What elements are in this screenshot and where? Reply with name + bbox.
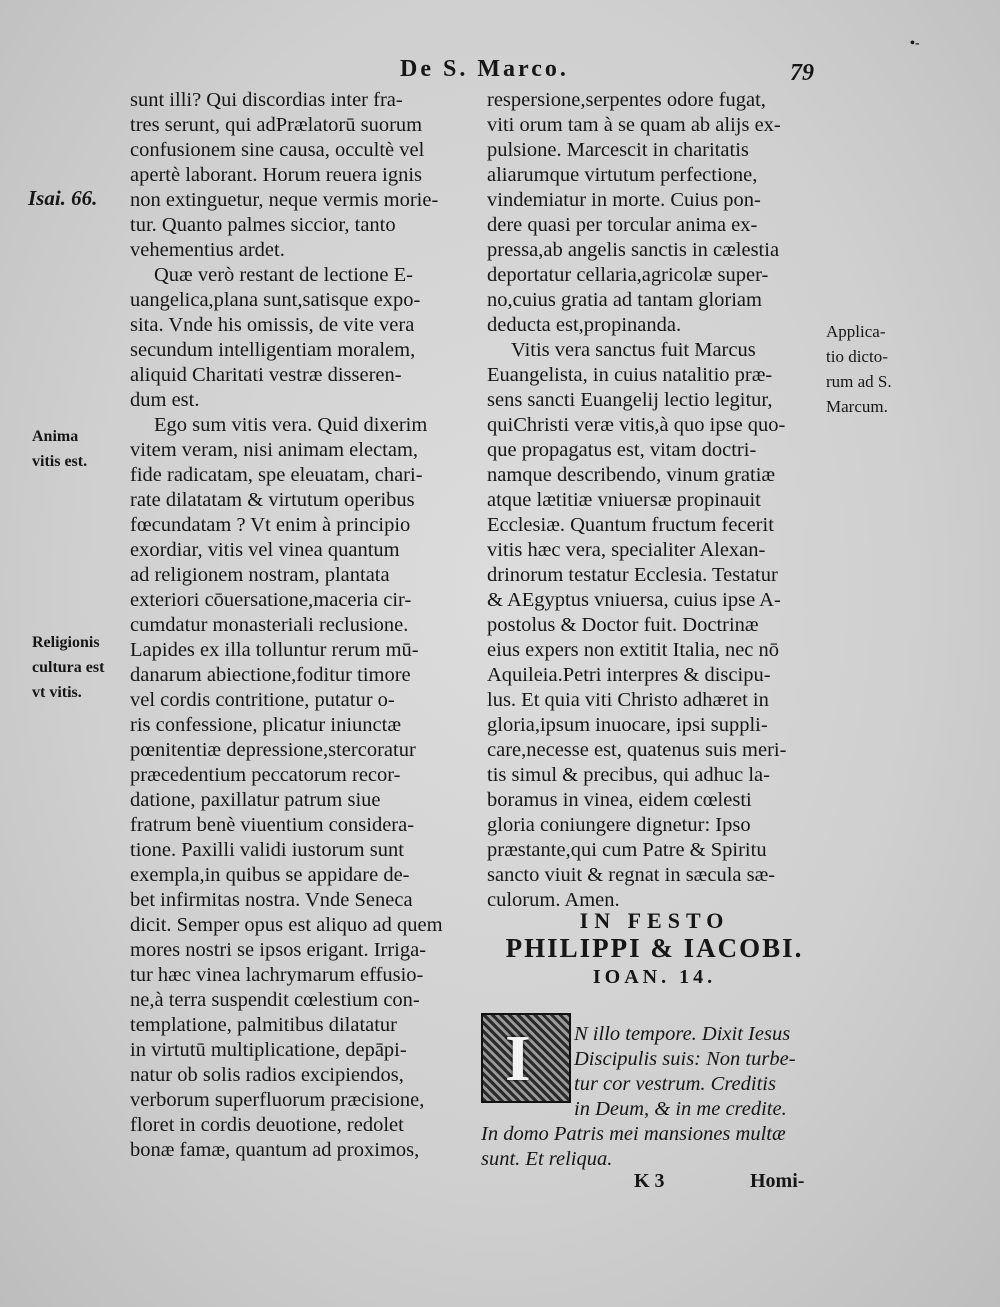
text-line: Ecclesiæ. Quantum fructum fecerit [487, 514, 774, 536]
text-line: boramus in vinea, eidem cœlesti [487, 789, 752, 811]
margin-note-isai: Isai. 66. [28, 186, 98, 210]
text-line: mores nostri se ipsos erigant. Irriga- [130, 939, 427, 961]
margin-note-line: cultura est [32, 659, 105, 676]
text-line: danarum abiectione,foditur timore [130, 664, 411, 686]
signature-mark: K 3 [634, 1170, 665, 1192]
text-line: fœcundatam ? Vt enim à principio [130, 514, 411, 536]
margin-note-anima [32, 427, 87, 477]
text-line: dicit. Semper opus est aliquo ad quem [130, 914, 443, 936]
text-line: aliquid Charitati vestræ disseren- [130, 364, 402, 386]
feast-gospel-reference: IOAN. 14. [592, 966, 717, 988]
text-line: secundum intelligentiam moralem, [130, 339, 416, 361]
feast-title-line-1: IN FESTO [579, 908, 730, 933]
margin-note-religionis [32, 633, 104, 708]
text-line: vitis hæc vera, specialiter Alexan- [487, 539, 766, 561]
text-line: care,necesse est, quatenus suis meri- [487, 739, 787, 761]
text-line: ne,à terra suspendit cœlestium con- [130, 989, 420, 1011]
catchword: Homi- [750, 1170, 805, 1192]
gospel-line: sunt. Et reliqua. [481, 1148, 613, 1170]
text-line: deportatur cellaria,agricolæ super- [487, 264, 769, 286]
text-line: bet infirmitas nostra. Vnde Seneca [130, 889, 413, 911]
text-line: ad religionem nostram, plantata [130, 564, 390, 586]
text-line: Vitis vera sanctus fuit Marcus [511, 339, 756, 361]
gospel-line: N illo tempore. Dixit Iesus [574, 1023, 791, 1045]
text-line: exempla,in quibus se appidare de- [130, 864, 410, 886]
text-line: apertè laborant. Horum reuera ignis [130, 164, 423, 186]
text-line: sunt illi? Qui discordias inter fra- [130, 89, 403, 111]
gospel-text-full-width [481, 1122, 826, 1172]
text-line: præcedentium peccatorum recor- [130, 764, 401, 786]
text-line: pœnitentiæ depressione,stercoratur [130, 739, 416, 761]
margin-note-line: Anima [32, 428, 79, 445]
text-line: tur. Quanto palmes siccior, tanto [130, 214, 396, 236]
text-line: culorum. Amen. [487, 889, 620, 911]
text-line: confusionem sine causa, occultè vel [130, 139, 425, 161]
text-line: floret in cordis deuotione, redolet [130, 1114, 404, 1136]
text-line: dum est. [130, 389, 200, 411]
text-line: rate dilatatam & virtutum operibus [130, 489, 415, 511]
gospel-line: Discipulis suis: Non turbe- [574, 1048, 796, 1070]
text-line: sens sancti Euangelij lectio legitur, [487, 389, 773, 411]
text-line: atque lætitiæ vniuersæ propinauit [487, 489, 761, 511]
text-line: aliarumque virtutum perfectione, [487, 164, 758, 186]
text-line: præstante,qui cum Patre & Spiritu [487, 839, 767, 861]
text-line: gloria,ipsum inuocare, ipsi suppli- [487, 714, 768, 736]
text-line: fide radicatam, spe eleuatam, chari- [130, 464, 423, 486]
margin-note-line: vt vitis. [32, 684, 82, 701]
text-line: tres serunt, qui adPrælatorū suorum [130, 114, 423, 136]
text-line: deducta est,propinanda. [487, 314, 682, 336]
corner-mark: •- [910, 36, 920, 51]
running-head: De S. Marco. [400, 56, 569, 82]
text-line: quiChristi veræ vitis,à quo ipse quo- [487, 414, 786, 436]
text-line: cumdatur monasteriali reclusione. [130, 614, 409, 636]
gospel-line: tur cor vestrum. Creditis [574, 1073, 776, 1095]
text-line: vitem veram, nisi animam electam, [130, 439, 419, 461]
text-line: Lapides ex illa tolluntur rerum mū- [130, 639, 419, 661]
text-line: dere quasi per torcular anima ex- [487, 214, 758, 236]
text-line: tis simul & precibus, qui adhuc la- [487, 764, 770, 786]
text-line: eius expers non extitit Italia, nec nō [487, 639, 780, 661]
margin-note-line: tio dicto- [826, 347, 888, 366]
text-line: in virtutū multiplicatione, depāpi- [130, 1039, 407, 1061]
text-line: Euangelista, in cuius natalitio præ- [487, 364, 773, 386]
text-line: sancto viuit & regnat in sæcula sæ- [487, 864, 776, 886]
text-line: vindemiatur in morte. Cuius pon- [487, 189, 761, 211]
text-line: & AEgyptus vniuersa, cuius ipse A- [487, 589, 781, 611]
gospel-line: In domo Patris mei mansiones multæ [481, 1123, 786, 1145]
text-line: bonæ famæ, quantum ad proximos, [130, 1139, 420, 1161]
initial-letter: I [505, 1022, 531, 1095]
text-line: Quæ verò restant de lectione E- [154, 264, 414, 286]
right-column [487, 88, 822, 913]
left-column [130, 88, 460, 1163]
text-line: exordiar, vitis vel vinea quantum [130, 539, 400, 561]
text-line: Ego sum vitis vera. Quid dixerim [154, 414, 428, 436]
margin-note-line: Applica- [826, 322, 886, 341]
text-line: natur ob solis radios excipiendos, [130, 1064, 404, 1086]
text-line: verborum superfluorum præcisione, [130, 1089, 425, 1111]
text-line: que propagatus est, vitam doctri- [487, 439, 757, 461]
text-line: namque describendo, vinum gratiæ [487, 464, 776, 486]
text-line: ris confessione, plicatur iniunctæ [130, 714, 401, 736]
gospel-line: in Deum, & in me credite. [574, 1098, 787, 1120]
text-line: Aquileia.Petri interpres & discipu- [487, 664, 771, 686]
text-line: templatione, palmitibus dilatatur [130, 1014, 398, 1036]
text-line: no,cuius gratia ad tantam gloriam [487, 289, 762, 311]
text-line: fratrum benè viuentium considera- [130, 814, 415, 836]
gospel-text-beside-initial [574, 1022, 824, 1122]
margin-note-line: Marcum. [826, 397, 888, 416]
text-line: postolus & Doctor fuit. Doctrinæ [487, 614, 759, 636]
text-line: pulsione. Marcescit in charitatis [487, 139, 749, 161]
decorated-initial [481, 1013, 571, 1103]
text-line: sita. Vnde his omissis, de vite vera [130, 314, 415, 336]
margin-note-applicatio [826, 322, 892, 422]
text-line: lus. Et quia viti Christo adhæret in [487, 689, 769, 711]
text-line: drinorum testatur Ecclesia. Testatur [487, 564, 778, 586]
text-line: respersione,serpentes odore fugat, [487, 89, 766, 111]
text-line: uangelica,plana sunt,satisque expo- [130, 289, 421, 311]
text-line: viti orum tam à se quam ab alijs ex- [487, 114, 781, 136]
text-line: pressa,ab angelis sanctis in cælestia [487, 239, 780, 261]
text-line: tur hæc vinea lachrymarum effusio- [130, 964, 424, 986]
text-line: gloria coniungere dignetur: Ipso [487, 814, 751, 836]
margin-note-line: vitis est. [32, 453, 88, 470]
text-line: vel cordis contritione, putatur o- [130, 689, 395, 711]
text-line: exteriori cōuersatione,maceria cir- [130, 589, 412, 611]
text-line: tione. Paxilli validi iustorum sunt [130, 839, 404, 861]
text-line: vehementius ardet. [130, 239, 285, 261]
text-line: datione, paxillatur patrum siue [130, 789, 381, 811]
feast-title-line-2: PHILIPPI & IACOBI. [505, 933, 804, 963]
margin-note-line: rum ad S. [826, 372, 892, 391]
text-line: non extinguetur, neque vermis morie- [130, 189, 439, 211]
margin-note-line: Religionis [32, 634, 100, 651]
page-number: 79 [790, 60, 814, 86]
